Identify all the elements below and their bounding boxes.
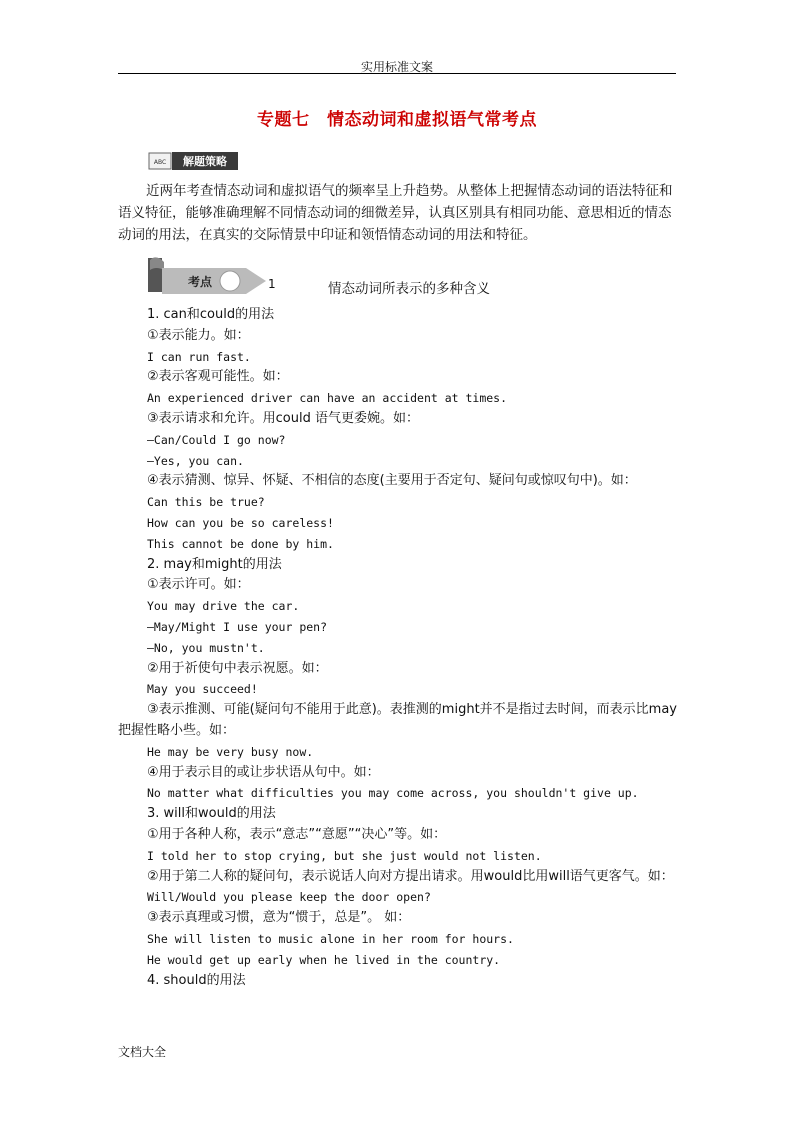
example-sentence: She will listen to music alone in her room for hours.	[147, 931, 514, 946]
topic-badge-label: 考点	[188, 275, 213, 289]
example-sentence: —Can/Could I go now?	[147, 432, 286, 447]
example-sentence: You may drive the car.	[147, 599, 300, 614]
example-sentence: No matter what difficulties you may come across, you shouldn't give up.	[147, 786, 639, 801]
example-sentence: Can this be true?	[147, 495, 265, 510]
badge-corner-text: ABC	[153, 159, 167, 166]
example-sentence: Will/Would you please keep the door open?	[147, 890, 431, 905]
header-rule	[118, 73, 676, 74]
content-line: ②用于祈使句中表示祝愿。如：	[147, 660, 328, 676]
content-line: ③表示真理或习惯，意为“惯于，总是”。 如：	[147, 910, 411, 926]
example-sentence: —Yes, you can.	[147, 453, 244, 468]
content-line: ④用于表示目的或让步状语从句中。如：	[147, 764, 380, 780]
example-sentence: How can you be so careless!	[147, 515, 334, 530]
content-line: ③表示推测、可能(疑问句不能用于此意)。表推测的might并不是指过去时间，而表示比may把握性略小些。如：	[118, 702, 677, 738]
page-footer: 文档大全	[118, 1045, 167, 1059]
content-line: ④表示猜测、惊异、怀疑、不相信的态度(主要用于否定句、疑问句或惊叹句中)。如：	[147, 473, 637, 489]
content-line: 4. should的用法	[147, 972, 246, 988]
intro-paragraph: 近两年考查情态动词和虚拟语气的频率呈上升趋势。从整体上把握情态动词的语法特征和语义特征，能够准确理解不同情态动词的细微差异，认真区别具有相同功能、意思相近的情态动词的用法，在真实的交际情景中印证和领悟情态动词的用法和特征。	[118, 183, 673, 243]
example-sentence: An experienced driver can have an accident at times.	[147, 391, 508, 406]
topic-number: 1	[268, 277, 276, 291]
strategy-badge-label: 解题策略	[183, 155, 227, 168]
example-sentence: He would get up early when he lived in the country.	[147, 952, 501, 967]
topic-title: 情态动词所表示的多种含义	[328, 281, 490, 297]
content-line: 1. can和could的用法	[147, 307, 275, 322]
example-sentence: —No, you mustn't.	[147, 640, 265, 655]
content-line: ①表示能力。如：	[147, 327, 250, 343]
example-sentence: I told her to stop crying, but she just would not listen.	[147, 848, 542, 863]
example-sentence: He may be very busy now.	[147, 744, 314, 759]
example-sentence: This cannot be done by him.	[147, 536, 334, 551]
content-line: ①表示许可。如：	[147, 577, 250, 593]
strategy-badge-icon	[148, 150, 240, 172]
content-line: ①用于各种人称，表示“意志”“意愿”“决心”等。如：	[147, 826, 447, 842]
content-line: 2. may和might的用法	[147, 556, 282, 572]
page-header: 实用标准文案	[360, 60, 433, 74]
topic-badge-icon	[148, 254, 268, 294]
example-sentence: I can run fast.	[147, 349, 251, 364]
content-line: ②表示客观可能性。如：	[147, 369, 289, 385]
content-line: ②用于第二人称的疑问句，表示说话人向对方提出请求。用would比用will语气更客气。如：	[147, 868, 674, 884]
content-line: ③表示请求和允许。用could 语气更委婉。如：	[147, 410, 419, 426]
content-line: 3. will和would的用法	[147, 806, 276, 822]
content-body	[118, 305, 680, 991]
page-title: 专题七 情态动词和虚拟语气常考点	[257, 110, 537, 130]
example-sentence: May you succeed!	[147, 682, 258, 697]
example-sentence: —May/Might I use your pen?	[147, 619, 328, 634]
